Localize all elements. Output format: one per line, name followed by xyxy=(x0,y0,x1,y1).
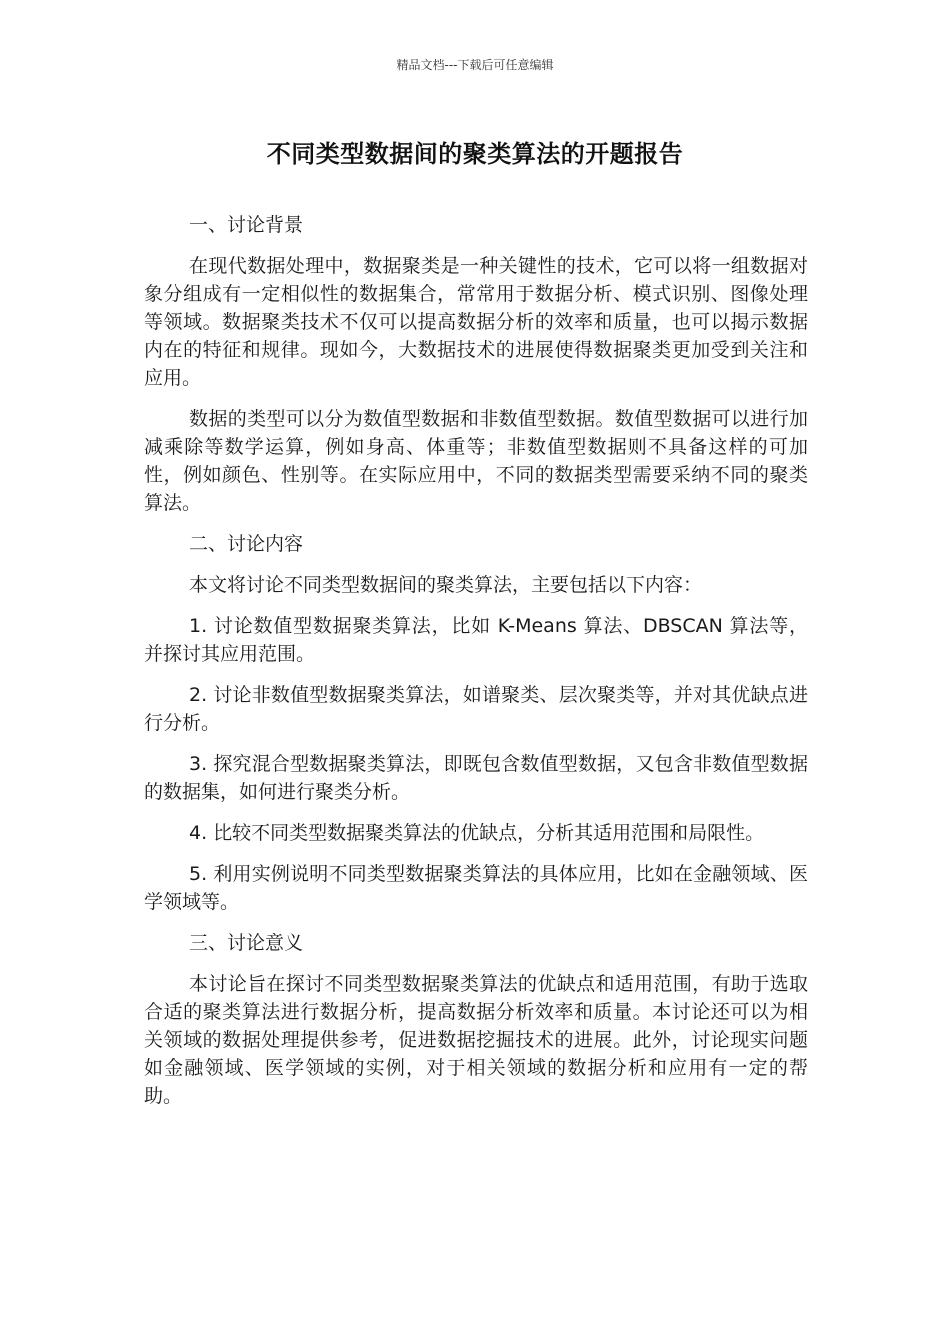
paragraph-background-2: 数据的类型可以分为数值型数据和非数值型数据。数值型数据可以进行加减乘除等数学运算，例如身高、体重等；非数值型数据则不具备这样的可加性，例如颜色、性别等。在实际应用中，不同的数据类型需要采纳不同的聚类算法。 xyxy=(144,408,808,514)
list-item-2: 2. 讨论非数值型数据聚类算法，如谱聚类、层次聚类等，并对其优缺点进行分析。 xyxy=(144,684,808,734)
page-header: 精品文档---下载后可任意编辑 xyxy=(396,58,554,72)
section-heading-background: 一、讨论背景 xyxy=(189,214,304,236)
list-item-1: 1. 讨论数值型数据聚类算法，比如 K-Means 算法、DBSCAN 算法等，并探讨其应用范围。 xyxy=(144,615,808,665)
document-body xyxy=(144,211,808,1123)
paragraph-significance: 本讨论旨在探讨不同类型数据聚类算法的优缺点和适用范围，有助于选取合适的聚类算法进行数据分析，提高数据分析效率和质量。本讨论还可以为相关领域的数据处理提供参考，促进数据挖掘技术的进展。此外，讨论现实问题如金融领域、医学领域的实例，对于相关领域的数据分析和应用有一定的帮助。 xyxy=(144,973,808,1107)
list-item-5: 5. 利用实例说明不同类型数据聚类算法的具体应用，比如在金融领域、医学领域等。 xyxy=(144,863,808,913)
paragraph-content-intro: 本文将讨论不同类型数据间的聚类算法，主要包括以下内容： xyxy=(189,574,703,596)
list-item-3: 3. 探究混合型数据聚类算法，即既包含数值型数据，又包含非数值型数据的数据集，如何进行聚类分析。 xyxy=(144,753,808,803)
list-item-4: 4. 比较不同类型数据聚类算法的优缺点，分析其适用范围和局限性。 xyxy=(189,822,765,844)
section-heading-significance: 三、讨论意义 xyxy=(189,932,304,954)
document-title: 不同类型数据间的聚类算法的开题报告 xyxy=(266,140,684,168)
section-heading-content: 二、讨论内容 xyxy=(189,533,304,555)
paragraph-background-1: 在现代数据处理中，数据聚类是一种关键性的技术，它可以将一组数据对象分组成有一定相似性的数据集合，常常用于数据分析、模式识别、图像处理等领域。数据聚类技术不仅可以提高数据分析的效率和质量，也可以揭示数据内在的特征和规律。现如今，大数据技术的进展使得数据聚类更加受到关注和应用。 xyxy=(144,255,808,389)
